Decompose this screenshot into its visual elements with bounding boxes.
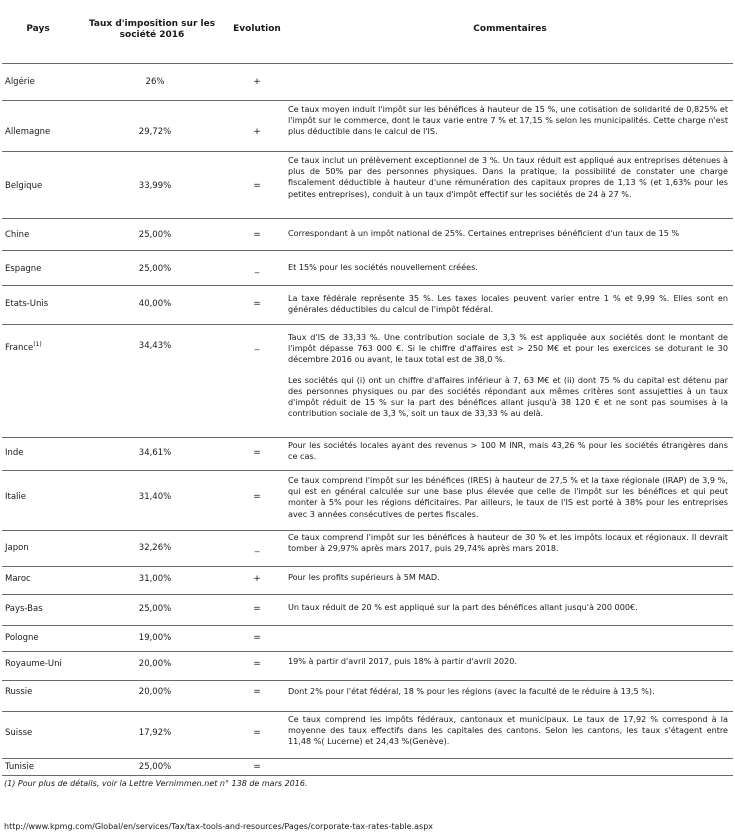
header-taux: [88, 19, 216, 41]
comment-paragraph: Pour les sociétés locales ayant des revenus > 100 M INR, mais 43,26 % pour les sociétés étrangères dans ce cas.: [288, 440, 728, 462]
comment-cell: [288, 155, 728, 200]
evolution-cell: =: [253, 181, 261, 191]
tax-rate-cell: 29,72%: [138, 127, 172, 137]
comment-cell: [288, 532, 728, 554]
row-separator: [2, 151, 733, 152]
country-cell: [5, 728, 32, 738]
country-name: Etats-Unis: [5, 299, 49, 309]
source-url: http://www.kpmg.com/Global/en/services/Tax/tax-tools-and-resources/Pages/corporate-tax-rates-table.aspx: [4, 822, 434, 831]
country-cell: [5, 77, 35, 87]
row-separator: [2, 63, 733, 64]
tax-rate-cell: 19,00%: [138, 633, 172, 643]
country-cell: [5, 687, 32, 697]
row-separator: [2, 324, 733, 325]
header-pays: Pays: [26, 24, 50, 34]
country-name: Russie: [5, 687, 33, 697]
country-cell: [5, 264, 41, 274]
comment-cell: [288, 262, 728, 273]
comment-cell: [288, 572, 728, 583]
comment-cell: [288, 475, 728, 520]
evolution-cell: =: [253, 659, 261, 669]
evolution-cell: =: [253, 492, 261, 502]
country-cell: [5, 604, 43, 614]
evolution-cell: =: [253, 762, 261, 772]
comment-paragraph: Ce taux inclut un prélèvement exceptionnel de 3 %. Un taux réduit est appliqué aux entreprises détenues à plus de 50% par des personnes physiques. Dans la pratique, la possibilité de constater une charge fiscalement déductible à hauteur d'une rémunération des capitaux propres de 1,13 % (et 1,63% pour les petites entreprises), conduit à un taux d'impôt effectif sur les sociétés de 24 à 27 %.: [288, 155, 728, 199]
country-name: France: [5, 342, 34, 353]
comment-cell: [288, 656, 728, 667]
country-cell: [5, 127, 50, 137]
tax-rate-cell: 20,00%: [138, 659, 172, 669]
row-separator: [2, 250, 733, 251]
country-cell: [5, 574, 31, 584]
evolution-cell: _: [254, 341, 260, 351]
row-separator: [2, 285, 733, 286]
tax-rate-cell: 31,40%: [138, 492, 172, 502]
row-separator: [2, 775, 733, 776]
evolution-cell: +: [253, 77, 261, 87]
evolution-cell: =: [253, 448, 261, 458]
tax-rate-cell: 20,00%: [138, 687, 172, 697]
comment-paragraph: Taux d'IS de 33,33 %. Une contribution sociale de 3,3 % est appliquée aux sociétés dont le montant de l'impôt dépasse 763 000 €. Si le chiffre d'affaires est > 250 M€ et pour les exercices se doturant le 30 décembre 2016 ou avant, le taux total est de 38,0 %.: [288, 332, 728, 365]
country-name: Tunisie: [5, 762, 35, 772]
evolution-cell: =: [253, 728, 261, 738]
comment-paragraph: Pour les profits supérieurs à 5M MAD.: [288, 572, 440, 582]
row-separator: [2, 680, 733, 681]
country-name: Maroc: [5, 574, 31, 584]
comment-cell: [288, 686, 728, 697]
comment-paragraph: La taxe fédérale représente 35 %. Les taxes locales peuvent varier entre 1 % et 9,99 %. Elles sont en générales déductibles du calcul de l'impôt fédéral.: [288, 293, 728, 315]
evolution-cell: _: [254, 543, 260, 553]
evolution-cell: =: [253, 299, 261, 309]
evolution-cell: +: [253, 127, 261, 137]
comment-paragraph: Ce taux comprend les impôts fédéraux, cantonaux et municipaux. Le taux de 17,92 % correspond à la moyenne des taux effectifs dans les capitales des cantons. Selon les cantons, les taux s'étagent entre 11,48 %( Lucerne) et 24,43 %(Genève).: [288, 714, 728, 747]
tax-rate-cell: 17,92%: [138, 728, 172, 738]
country-cell: [5, 659, 62, 669]
country-cell: [5, 492, 26, 502]
comment-cell: [288, 602, 728, 613]
country-cell: [5, 633, 39, 643]
row-separator: [2, 711, 733, 712]
country-name: Pologne: [5, 633, 39, 643]
country-cell: [5, 341, 42, 353]
country-cell: [5, 299, 48, 309]
header-evolution: Evolution: [233, 24, 281, 34]
country-cell: [5, 762, 34, 772]
tax-rate-cell: 32,26%: [138, 543, 172, 553]
row-separator: [2, 651, 733, 652]
country-name: Japon: [5, 543, 29, 553]
comment-paragraph: Ce taux comprend l'impôt sur les bénéfices à hauteur de 30 % et les impôts locaux et régionaux. Il devrait tomber à 29,97% après mars 2017, puis 29,74% après mars 2018.: [288, 532, 728, 554]
header-taux-line2: société 2016: [119, 30, 185, 40]
country-name: Espagne: [5, 264, 42, 274]
tax-rate-cell: 34,61%: [138, 448, 172, 458]
tax-rate-cell: 25,00%: [138, 604, 172, 614]
comment-cell: [288, 104, 728, 138]
comment-cell: [288, 332, 728, 419]
footnote-marker: (1): [33, 341, 42, 348]
comment-paragraph: 19% à partir d'avril 2017, puis 18% à partir d'avril 2020.: [288, 656, 517, 666]
row-separator: [2, 594, 733, 595]
tax-rate-cell: 40,00%: [138, 299, 172, 309]
header-taux-line1: Taux d'imposition sur les: [88, 19, 216, 29]
evolution-cell: +: [253, 574, 261, 584]
row-separator: [2, 470, 733, 471]
tax-rate-cell: 25,00%: [138, 264, 172, 274]
evolution-cell: =: [253, 687, 261, 697]
comment-paragraph: Dont 2% pour l'état fédéral, 18 % pour les régions (avec la faculté de le réduire à 13,5 %).: [288, 686, 655, 696]
country-cell: [5, 448, 24, 458]
tax-rate-cell: 33,99%: [138, 181, 172, 191]
country-cell: [5, 543, 29, 553]
comment-cell: [288, 293, 728, 315]
comment-paragraph: Les sociétés qui (i) ont un chiffre d'affaires inférieur à 7, 63 M€ et (ii) dont 75 % du capital est détenu par des personnes physiques ou par des sociétés répondant aux mêmes critères sont assujetties à un taux d'impôt réduit de 15 % sur la part des bénéfices allant jusqu'à 38 120 € et ne sont pas soumises à la contribution sociale de 3,3 %, soit un taux de 33,33 % au delà.: [288, 374, 728, 419]
evolution-cell: =: [253, 230, 261, 240]
country-name: Algérie: [5, 77, 35, 87]
country-cell: [5, 181, 42, 191]
tax-rate-cell: 26%: [145, 77, 165, 87]
comment-paragraph: Un taux réduit de 20 % est appliqué sur la part des bénéfices allant jusqu'à 200 000€.: [288, 602, 638, 612]
comment-paragraph: Et 15% pour les sociétés nouvellement créées.: [288, 262, 478, 272]
row-separator: [2, 625, 733, 626]
tax-rate-cell: 31,00%: [138, 574, 172, 584]
tax-rate-cell: 34,43%: [138, 341, 172, 351]
row-separator: [2, 566, 733, 567]
evolution-cell: =: [253, 633, 261, 643]
country-name: Belgique: [5, 181, 43, 191]
footnote: (1) Pour plus de détails, voir la Lettre Vernimmen.net n° 138 de mars 2016.: [4, 779, 308, 788]
comment-paragraph: Ce taux comprend l'impôt sur les bénéfices (IRES) à hauteur de 27,5 % et la taxe régionale (IRAP) de 3,9 %, qui est en général calculée sur une base plus élevée que celle de l'impôt sur les bénéfices et qui peut monter à 5% pour les régions déficitaires. Par ailleurs, le taux de l'IS est porté à 38% pour les entreprises avec 3 années consécutives de pertes fiscales.: [288, 475, 728, 519]
tax-rate-cell: 25,00%: [138, 762, 172, 772]
comment-cell: [288, 440, 728, 462]
country-name: Pays-Bas: [5, 604, 43, 614]
evolution-cell: _: [254, 264, 260, 274]
row-separator: [2, 437, 733, 438]
comment-cell: [288, 228, 728, 239]
country-cell: [5, 230, 29, 240]
comment-paragraph: Correspondant à un impôt national de 25%. Certaines entreprises bénéficient d'un taux de 15 %: [288, 228, 680, 238]
country-name: Allemagne: [5, 127, 51, 137]
comment-paragraph: Ce taux moyen induit l'impôt sur les bénéfices à hauteur de 15 %, une cotisation de solidarité de 0,825% et l'impôt sur le commerce, dont le taux varie entre 7 % et 17,15 % selon les municipalités. Cette charge n'est plus déductible dans le calcul de l'IS.: [288, 104, 728, 137]
comment-cell: [288, 714, 728, 748]
country-name: Inde: [5, 448, 24, 458]
country-name: Suisse: [5, 728, 33, 738]
row-separator: [2, 100, 733, 101]
evolution-cell: =: [253, 604, 261, 614]
header-commentaires: Commentaires: [473, 24, 547, 34]
tax-rate-cell: 25,00%: [138, 230, 172, 240]
country-name: Royaume-Uni: [5, 659, 62, 669]
row-separator: [2, 758, 733, 759]
row-separator: [2, 530, 733, 531]
row-separator: [2, 218, 733, 219]
country-name: Italie: [5, 492, 27, 502]
country-name: Chine: [5, 230, 30, 240]
